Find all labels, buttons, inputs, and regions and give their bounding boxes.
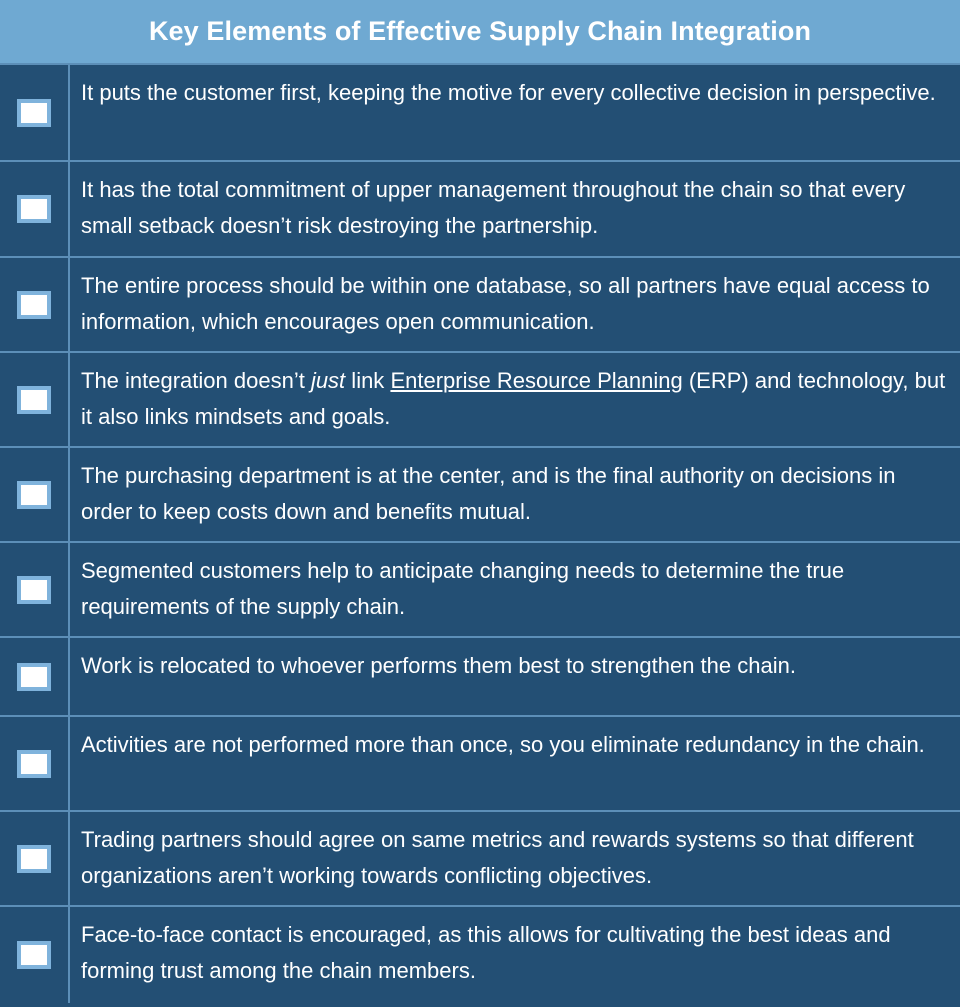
checklist-row xyxy=(0,907,960,1003)
checkbox[interactable] xyxy=(17,386,51,414)
checklist-row xyxy=(0,543,960,638)
item-text: It has the total commitment of upper management throughout the chain so that every small setback doesn’t risk destroying the partnership. xyxy=(81,177,906,238)
checkbox[interactable] xyxy=(17,481,51,509)
page-title: Key Elements of Effective Supply Chain Integration xyxy=(0,0,960,63)
erp-link[interactable]: Enterprise Resource Planning xyxy=(390,368,683,393)
checklist-row xyxy=(0,65,960,162)
checklist-row xyxy=(0,162,960,258)
checklist-row xyxy=(0,448,960,543)
item-text: Trading partners should agree on same metrics and rewards systems so that different organizations aren’t working towards conflicting objectives. xyxy=(81,827,914,888)
emphasis-text: just xyxy=(310,368,346,393)
item-text: Activities are not performed more than once, so you eliminate redundancy in the chain. xyxy=(81,732,925,757)
checkbox[interactable] xyxy=(17,576,51,604)
checkbox[interactable] xyxy=(17,941,51,969)
item-text: It puts the customer first, keeping the motive for every collective decision in perspective. xyxy=(81,80,936,105)
checklist-row xyxy=(0,812,960,907)
item-text: The purchasing department is at the center, and is the final authority on decisions in order to keep costs down and benefits mutual. xyxy=(81,463,896,524)
checkbox[interactable] xyxy=(17,663,51,691)
checklist-row xyxy=(0,258,960,353)
item-text: The integration doesn’t just link Enterprise Resource Planning (ERP) and technology, but it also links mindsets and goals. xyxy=(81,368,946,429)
checklist-table xyxy=(0,63,960,1003)
checklist-row xyxy=(0,353,960,448)
item-text: Work is relocated to whoever performs them best to strengthen the chain. xyxy=(81,653,796,678)
checkbox[interactable] xyxy=(17,750,51,778)
item-text: The entire process should be within one database, so all partners have equal access to information, which encourages open communication. xyxy=(81,273,930,334)
checkbox[interactable] xyxy=(17,291,51,319)
item-text: Face-to-face contact is encouraged, as this allows for cultivating the best ideas and forming trust among the chain members. xyxy=(81,922,891,983)
checklist-row xyxy=(0,717,960,812)
checkbox[interactable] xyxy=(17,195,51,223)
checkbox[interactable] xyxy=(17,845,51,873)
item-text: Segmented customers help to anticipate changing needs to determine the true requirements of the supply chain. xyxy=(81,558,845,619)
checklist-row xyxy=(0,638,960,717)
checkbox[interactable] xyxy=(17,99,51,127)
